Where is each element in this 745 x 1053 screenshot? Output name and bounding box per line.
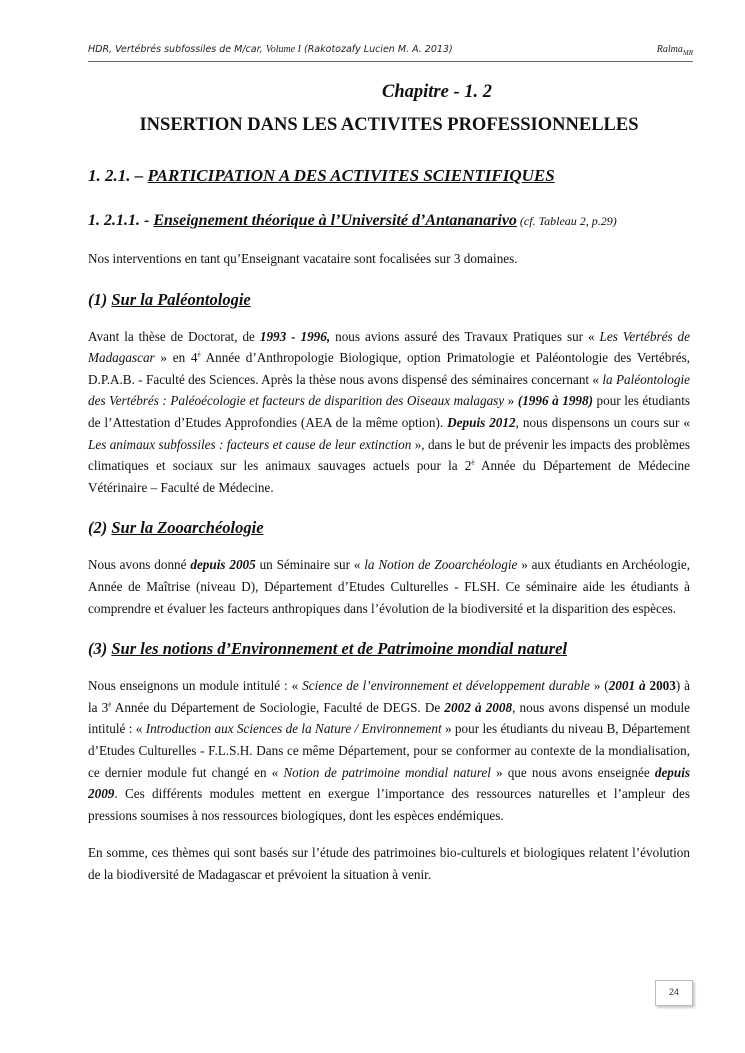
header-author-mark: Ralma <box>656 44 683 55</box>
subsection-reference: (cf. Tableau 2, p.29) <box>516 214 617 228</box>
chapter-title: Chapitre - 1. 2 <box>382 82 492 102</box>
header-author: (Rakotozafy Lucien M. A. 2013) <box>304 44 453 55</box>
page-content <box>88 78 690 885</box>
domain3-title: Sur les notions d’Environnement et de Patrimoine mondial naturel <box>111 639 568 659</box>
section-number: 1. 2.1. – <box>88 166 148 185</box>
header-right <box>657 44 693 57</box>
header-left <box>88 44 453 57</box>
page-title: INSERTION DANS LES ACTIVITES PROFESSIONNELLES <box>139 115 639 135</box>
header-author-mark-sub: MR <box>682 49 693 57</box>
domain1-heading <box>88 290 690 310</box>
domain1-number: (1) <box>88 289 112 309</box>
domain2-paragraph: Nous avons donné depuis 2005 un Séminaire sur « la Notion de Zooarchéologie » aux étudiants en Archéologie, Année de Maîtrise (niveau D), Département d’Etudes Culturelles - FLSH. Ce séminaire aide les étudiants à comprendre et évaluer les facteurs anthropiques dans l’évolution de la biodiversité et la disparition des espèces. <box>88 557 691 616</box>
subsection-title: Enseignement théorique à l’Université d’Antananarivo <box>153 212 517 229</box>
page-number: 24 <box>655 980 693 1006</box>
section-title: PARTICIPATION A DES ACTIVITES SCIENTIFIQUES <box>147 166 555 185</box>
domain1-title: Sur la Paléontologie <box>111 289 251 309</box>
intro-paragraph: Nos interventions en tant qu’Enseignant vacataire sont focalisées sur 3 domaines. <box>88 251 518 266</box>
domain3-heading <box>88 639 690 659</box>
running-header <box>88 44 693 62</box>
header-book-title: HDR, Vertébrés subfossiles de M/car, <box>88 44 263 55</box>
domain1-paragraph: Avant la thèse de Doctorat, de 1993 - 1996, nous avions assuré des Travaux Pratiques sur « Les Vertébrés de Madagascar » en $4^è$ Année d’Anthropologie Biologique, option Primatologie et Paléontologie des Vertébrés, D.P.A.B. - Faculté des Sciences. Après la thèse nous avons dispensé des séminaires concernant « la Paléontologie des Vertébrés : Paléoécologie et facteurs de disparition des Oiseaux malagasy » (1996 à 1998) pour les étudiants de l’Attestation d’Etudes Approfondies (AEA de la même option). Depuis 2012, nous dispensons un cours sur « Les animaux subfossiles : facteurs et cause de leur extinction », dans le but de prévenir les impacts des problèmes climatiques et sociaux sur les animaux sauvages actuels pour la $2^è$ Année du Département de Médecine Vétérinaire – Faculté de Médecine. <box>88 328 691 495</box>
subsection-number: 1. 2.1.1. - <box>88 212 154 229</box>
conclusion-paragraph: En somme, ces thèmes qui sont basés sur l’étude des patrimoines bio-culturels et biologiques relatent l’évolution de la biodiversité de Madagascar et prévoient la situation à venir. <box>88 845 690 882</box>
domain3-paragraph: Nous enseignons un module intitulé : « Science de l’environnement et développement durable » (2001 à 2003) à la $3^è$ Année du Département de Sociologie, Faculté de DEGS. De 2002 à 2008, nous avons dispensé un module intitulé : « Introduction aux Sciences de la Nature / Environnement » pour les étudiants du niveau B, Département d’Etudes Culturelles - F.L.S.H. Dans ce même Département, pour se conformer au contexte de la mondialisation, ce dernier module fut changé en « Notion de patrimoine mondial naturel » que nous avons enseignée depuis 2009. Ces différents modules mettent en exergue l’importance des ressources naturelles et l’ampleur des pressions soumises à nos ressources biologiques, dont les espèces endémiques. <box>88 678 691 823</box>
section-heading <box>88 166 690 186</box>
subsection-heading <box>88 212 690 230</box>
header-volume: Volume I <box>265 44 301 55</box>
domain2-title: Sur la Zooarchéologie <box>111 518 264 538</box>
domain2-heading <box>88 518 690 538</box>
domain2-number: (2) <box>88 518 112 538</box>
domain3-number: (3) <box>88 639 112 659</box>
